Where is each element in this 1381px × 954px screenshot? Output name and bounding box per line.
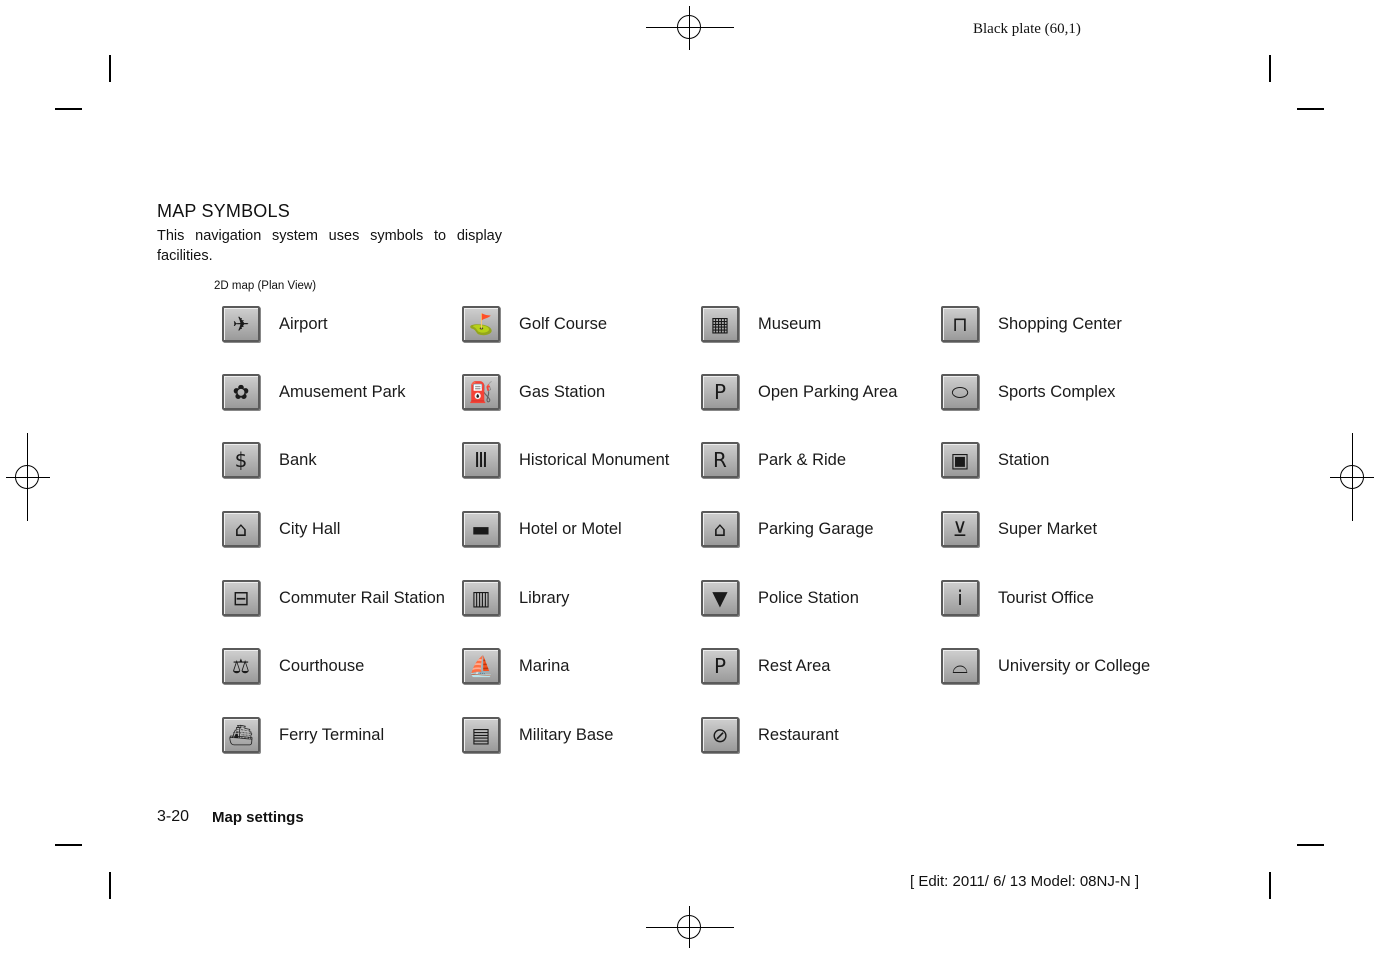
graduation-cap-icon: ⌓ [941,648,979,684]
map-symbol-item [462,304,607,344]
crop-mark [109,872,111,899]
map-symbol-item [462,440,669,480]
map-symbol-item [222,715,384,755]
map-symbol-label: Military Base [519,725,614,744]
map-symbol-item [462,509,622,549]
map-symbol-item [222,372,406,412]
crop-mark [1269,55,1271,82]
crop-mark [1269,872,1271,899]
map-symbol-label: Shopping Center [998,314,1122,333]
sailboat-icon: ⛵ [462,648,500,684]
stadium-icon: ⬭ [941,374,979,410]
map-symbol-item [222,440,317,480]
map-symbol-label: Amusement Park [279,382,406,401]
crop-mark [1297,108,1324,110]
map-symbol-item [701,509,874,549]
city-hall-icon: ⌂ [222,511,260,547]
map-symbol-label: Police Station [758,588,859,607]
map-symbol-item [941,646,1150,686]
map-symbol-item [701,372,897,412]
book-icon: ▥ [462,580,500,616]
map-symbol-item [462,578,569,618]
map-symbol-item [941,578,1094,618]
crop-mark [109,55,111,82]
map-symbol-label: Historical Monument [519,450,670,469]
section-name: Map settings [212,809,304,826]
golf-flag-icon: ⛳ [462,306,500,342]
map-symbol-label: Commuter Rail Station [279,588,445,607]
shop-icon: ⊓ [941,306,979,342]
bed-icon: ▬ [462,511,500,547]
map-symbol-item [222,509,340,549]
map-symbol-item [701,304,821,344]
map-symbol-label: Hotel or Motel [519,519,622,538]
map-symbol-label: Park & Ride [758,450,847,469]
train-icon: ⊟ [222,580,260,616]
map-symbol-item [941,372,1115,412]
scales-icon: ⚖ [222,648,260,684]
map-symbol-item [701,646,830,686]
edit-info: [ Edit: 2011/ 6/ 13 Model: 08NJ-N ] [910,873,1140,890]
map-symbol-label: Rest Area [758,656,831,675]
station-icon: ▣ [941,442,979,478]
map-symbol-item [462,372,605,412]
map-symbol-label: Bank [279,450,317,469]
fork-knife-icon: ⊘ [701,717,739,753]
map-symbol-label: Tourist Office [998,588,1094,607]
plate-label: Black plate (60,1) [973,21,1081,37]
map-symbol-item [701,440,846,480]
map-symbol-item [222,304,328,344]
tank-icon: ▤ [462,717,500,753]
map-symbol-label: Open Parking Area [758,382,898,401]
map-symbol-item [222,578,445,618]
crop-mark [55,844,82,846]
rest-area-icon: P [701,648,739,684]
map-symbol-label: Station [998,450,1050,469]
parking-icon: P [701,374,739,410]
intro-text: This navigation system uses symbols to display facilities. [157,228,502,264]
map-symbol-label: Sports Complex [998,382,1116,401]
map-symbol-item [941,440,1049,480]
airplane-icon: ✈ [222,306,260,342]
map-symbol-label: Golf Course [519,314,608,333]
map-symbol-label: Parking Garage [758,519,874,538]
monument-icon: Ⅲ [462,442,500,478]
map-symbol-item [462,715,613,755]
map-symbol-label: Restaurant [758,725,839,744]
map-symbols-figure [222,304,1182,774]
map-symbol-label: Airport [279,314,328,333]
map-symbol-label: Ferry Terminal [279,725,385,744]
map-symbol-item [222,646,364,686]
map-symbol-label: University or College [998,656,1151,675]
info-icon: i [941,580,979,616]
map-symbol-item [941,509,1097,549]
cart-icon: ⊻ [941,511,979,547]
fuel-pump-icon: ⛽ [462,374,500,410]
map-symbol-item [941,304,1122,344]
map-symbol-label: Courthouse [279,656,365,675]
map-symbol-item [701,578,859,618]
ferry-icon: ⛴ [222,717,260,753]
map-symbol-label: Marina [519,656,570,675]
map-symbol-label: Super Market [998,519,1098,538]
map-symbol-item [462,646,569,686]
page-number: 3-20 [157,808,190,825]
parking-garage-icon: ⌂ [701,511,739,547]
page-title: MAP SYMBOLS [157,201,290,221]
ferris-wheel-icon: ✿ [222,374,260,410]
map-symbol-label: City Hall [279,519,341,538]
map-symbol-label: Library [519,588,570,607]
crop-mark [1297,844,1324,846]
police-badge-icon: ▼ [701,580,739,616]
park-and-ride-icon: R [701,442,739,478]
map-symbol-label: Museum [758,314,822,333]
museum-icon: ▦ [701,306,739,342]
map-symbol-label: Gas Station [519,382,606,401]
crop-mark [55,108,82,110]
dollar-icon: $ [222,442,260,478]
figure-caption: 2D map (Plan View) [214,280,317,292]
map-symbol-item [701,715,839,755]
